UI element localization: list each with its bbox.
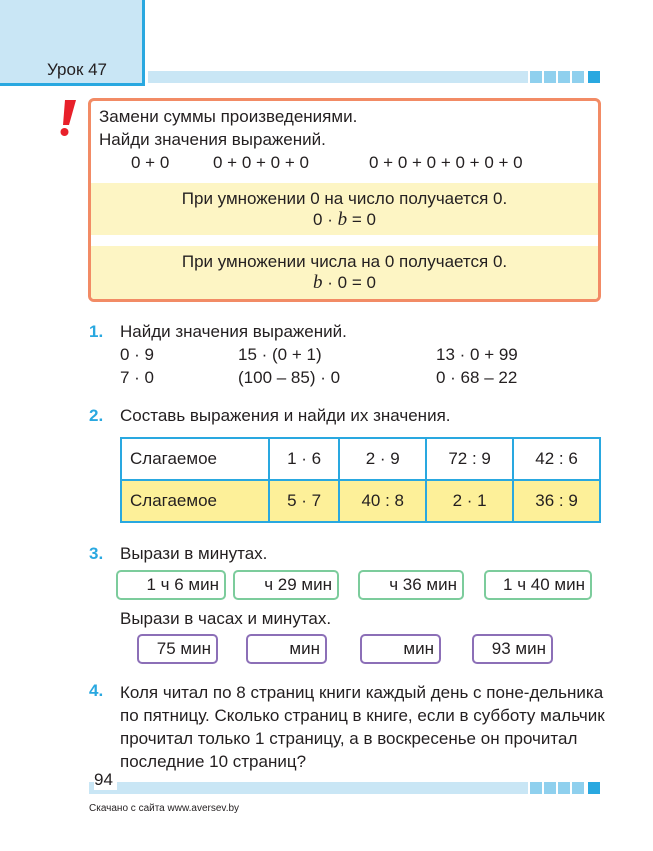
table-cell: 40 : 8 — [339, 480, 426, 522]
expression: 15 · (0 + 1) — [238, 345, 322, 364]
task-number: 4. — [89, 681, 104, 700]
rule-text: При умножении числа на 0 получается 0. — [181, 252, 508, 271]
table-cell: 2 · 9 — [339, 438, 426, 480]
header-square — [558, 71, 570, 83]
time-box: ч 29 мин — [233, 570, 339, 600]
minutes-box: мин — [246, 634, 327, 664]
expression: 13 · 0 + 99 — [436, 345, 518, 364]
minutes-box: 93 мин — [472, 634, 553, 664]
row-label: Слагаемое — [121, 438, 269, 480]
table-cell: 1 · 6 — [269, 438, 339, 480]
rule-zero-times-number — [91, 183, 598, 235]
table-cell: 5 · 7 — [269, 480, 339, 522]
addends-table — [120, 437, 601, 523]
header-square — [588, 71, 600, 83]
footer-square — [572, 782, 584, 794]
rule-box — [88, 98, 601, 302]
rule-formula: b · 0 = 0 — [313, 272, 376, 293]
task-number: 3. — [89, 544, 104, 563]
minutes-box: 75 мин — [137, 634, 218, 664]
header-square — [530, 71, 542, 83]
header-bar — [148, 71, 528, 83]
footer-square — [588, 782, 600, 794]
task-number: 2. — [89, 406, 104, 425]
expression: 0 · 9 — [120, 345, 155, 364]
rule-number-times-zero — [91, 246, 598, 299]
rule-formula: 0 · b = 0 — [313, 209, 376, 230]
footer-bar — [89, 782, 528, 794]
rule-instruction-2: Найди значения выражений. — [99, 130, 326, 149]
expression: 0 · 68 – 22 — [436, 368, 518, 387]
footer-square — [558, 782, 570, 794]
sum-expression: 0 + 0 — [131, 153, 170, 172]
exclamation-icon — [56, 99, 78, 137]
time-box: ч 36 мин — [358, 570, 464, 600]
page-number: 94 — [94, 770, 117, 790]
rule-text: При умножении 0 на число получается 0. — [181, 189, 508, 208]
task-text: Составь выражения и найди их значения. — [120, 406, 451, 425]
table-cell: 42 : 6 — [513, 438, 600, 480]
minutes-box: мин — [360, 634, 441, 664]
table-row — [121, 480, 600, 522]
row-label: Слагаемое — [121, 480, 269, 522]
expression: (100 – 85) · 0 — [238, 368, 341, 387]
table-cell: 2 · 1 — [426, 480, 513, 522]
sum-expression: 0 + 0 + 0 + 0 + 0 + 0 — [369, 153, 523, 172]
rule-instruction-1: Замени суммы произведениями. — [99, 107, 358, 126]
task-text: Вырази в часах и минутах. — [120, 609, 332, 628]
header-square — [572, 71, 584, 83]
lesson-title: Урок 47 — [47, 60, 108, 79]
footer-square — [544, 782, 556, 794]
table-cell: 72 : 9 — [426, 438, 513, 480]
task-number: 1. — [89, 322, 104, 341]
header-square — [544, 71, 556, 83]
table-cell: 36 : 9 — [513, 480, 600, 522]
table-row — [121, 438, 600, 480]
sum-expression: 0 + 0 + 0 + 0 — [213, 153, 309, 172]
download-note: Скачано с сайта www.aversev.by — [89, 803, 240, 814]
footer-square — [530, 782, 542, 794]
expression: 7 · 0 — [120, 368, 155, 387]
task-text: Вырази в минутах. — [120, 544, 268, 563]
task-text: Коля читал по 8 страниц книги каждый день с поне-дельника по пятницу. Сколько страниц в книге, если в субботу мальчик прочитал только 1 страницу, а в воскресенье он прочитал последние 10 страниц? — [120, 683, 605, 771]
time-box: 1 ч 40 мин — [484, 570, 592, 600]
task-text: Найди значения выражений. — [120, 322, 347, 341]
time-box: 1 ч 6 мин — [116, 570, 226, 600]
